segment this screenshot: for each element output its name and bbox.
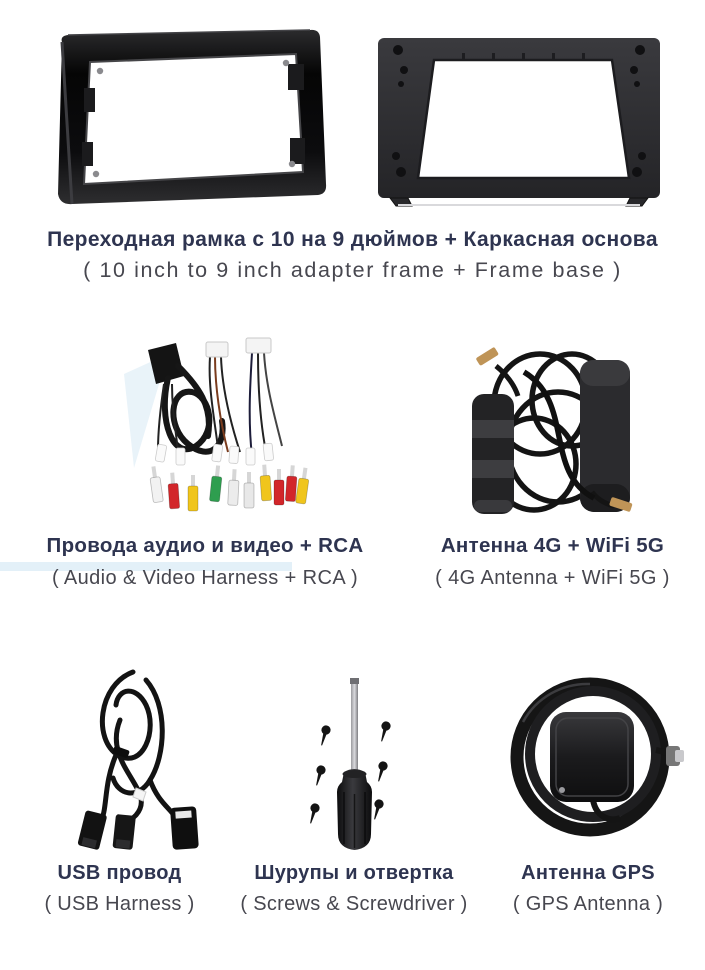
frame-base-image (374, 32, 666, 207)
av-harness-caption (5, 530, 405, 594)
frame-kit-title-ru: Переходная рамка с 10 на 9 дюймов + Каркасная основа (47, 228, 658, 251)
screws-screwdriver-title-ru: Шурупы и отвертка (254, 862, 454, 884)
usb-harness-title-en: ( USB Harness ) (44, 893, 195, 915)
frame-kit-caption (0, 224, 705, 286)
gps-antenna-photo (498, 662, 688, 852)
adapter-frame-image (38, 26, 330, 208)
av-harness-title-ru: Провода аудио и видео + RCA (46, 534, 364, 557)
antenna-4g-wifi-title-ru: Антенна 4G + WiFi 5G (440, 534, 665, 557)
4g-wifi-antenna-photo (462, 332, 657, 522)
usb-cable-photo (58, 660, 223, 856)
4g-wifi-antenna-image (462, 332, 657, 522)
screws-screwdriver-image (282, 678, 427, 853)
screws-screwdriver-caption (220, 858, 488, 920)
antenna-4g-wifi-caption (405, 530, 700, 594)
gps-antenna-title-ru: Антенна GPS (521, 862, 655, 884)
frame-base-photo (374, 32, 666, 207)
adapter-frame-photo (38, 26, 330, 208)
usb-harness-title-ru: USB провод (57, 862, 182, 884)
screws-screwdriver-title-en: ( Screws & Screwdriver ) (240, 893, 468, 915)
av-harness-photo (118, 326, 318, 522)
screws-screwdriver-photo (282, 678, 427, 853)
gps-antenna-image (498, 662, 688, 852)
av-harness-title-en: ( Audio & Video Harness + RCA ) (51, 567, 359, 589)
antenna-4g-wifi-title-en: ( 4G Antenna + WiFi 5G ) (435, 567, 670, 589)
frame-kit-title-en: ( 10 inch to 9 inch adapter frame + Frame base ) (83, 258, 622, 282)
usb-harness-caption (12, 858, 227, 920)
gps-antenna-caption (478, 858, 698, 920)
usb-cable-image (58, 660, 223, 856)
av-harness-image (118, 326, 318, 522)
gps-antenna-title-en: ( GPS Antenna ) (512, 893, 664, 915)
